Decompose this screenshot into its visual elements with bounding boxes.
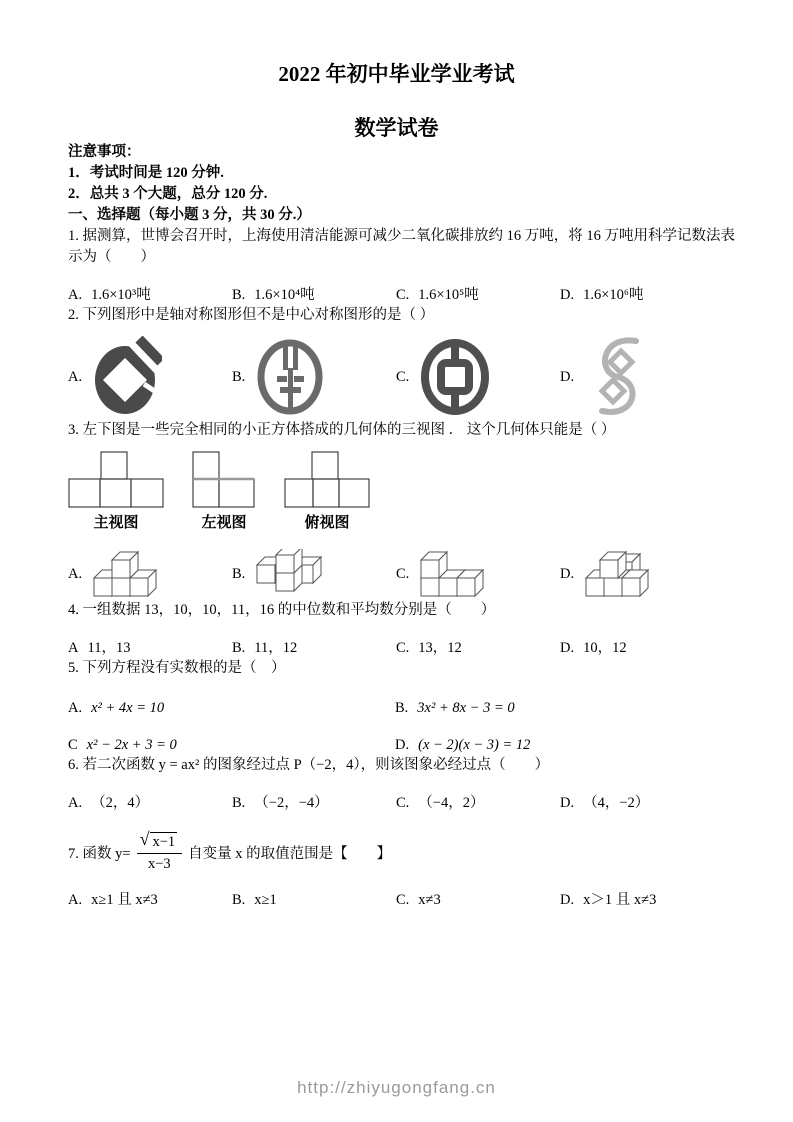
q7-option-b: B. x≥1 (232, 892, 277, 908)
q7-numerator: √ x−1 (137, 831, 183, 854)
top-view-figure (284, 451, 370, 532)
q4-option-a: A 11，13 (68, 640, 131, 656)
q1-option-c: C. 1.6×10⁵吨 (396, 287, 479, 303)
q2-option-a: A. (68, 336, 232, 418)
q7-option-a: A. x≥1 且 x≠3 (68, 892, 158, 908)
agricultural-bank-logo-icon (255, 336, 325, 418)
front-view-label: 主视图 (93, 515, 139, 531)
q6-option-c: C. （−4，2） (396, 795, 485, 811)
question-3-text: 3. 左下图是一些完全相同的小正方体搭成的几何体的三视图 ． 这个几何体只能是（ ） (68, 422, 616, 438)
question-2-options (68, 334, 749, 420)
q1-option-d: D. 1.6×10⁶吨 (560, 287, 644, 303)
note-item-1: 1．考试时间是 120 分钟. (68, 165, 224, 181)
question-6-options (68, 793, 749, 813)
question-2-text: 2. 下列图形中是轴对称图形但不是中心对称图形的是（ ） (68, 307, 435, 323)
front-view-diagram (68, 451, 164, 508)
q4-option-b: B. 11，12 (232, 640, 298, 656)
question-6-text: 6. 若二次函数 y = ax² 的图象经过点 P（−2，4），则该图象必经过点（ ） (68, 757, 550, 773)
notes-heading: 注意事项： (68, 144, 141, 160)
question-7-text (68, 831, 749, 873)
q3-option-b: B. (232, 549, 396, 599)
q2-option-b: B. (232, 336, 396, 418)
q2-option-c: C. (396, 336, 560, 418)
left-view-figure (192, 451, 256, 532)
cube-arrangement-b-icon (255, 549, 331, 599)
cube-arrangement-d-icon (584, 548, 662, 600)
q7-suffix: 自变量 x 的取值范围是【 】 (188, 845, 392, 862)
square-root-sign: √ (139, 829, 150, 849)
question-5-options-row1 (68, 698, 749, 718)
exam-header (0, 0, 793, 142)
q7-option-d: D. x＞1 且 x≠3 (560, 892, 657, 908)
exam-body (68, 142, 749, 910)
question-1-text-line1: 1. 据测算，世博会召开时，上海使用清洁能源可减少二氧化碳排放约 16 万吨，将 16 万吨用科学记数法表 (68, 228, 735, 244)
double-s-diamond-logo-icon (584, 334, 646, 420)
q5-option-d: D. (x − 2)(x − 3) = 12 (395, 737, 531, 753)
front-view-figure (68, 451, 164, 532)
q5-option-a: A. x² + 4x = 10 (68, 700, 165, 716)
three-views-figure (68, 451, 749, 532)
question-1-options (68, 285, 749, 305)
top-view-label: 俯视图 (304, 515, 350, 531)
question-1-text-line2: 示为（ ） (68, 249, 155, 265)
q6-option-d: D. （4，−2） (560, 795, 650, 811)
q5-option-c: C x² − 2x + 3 = 0 (68, 737, 177, 753)
question-4-text: 4. 一组数据 13，10，10，11，16 的中位数和平均数分别是（ ） (68, 602, 496, 618)
q7-fraction (137, 831, 183, 873)
rural-credit-bank-logo-icon (92, 336, 162, 418)
q3-option-d: D. (560, 548, 749, 600)
q4-option-d: D. 10，12 (560, 640, 627, 656)
question-3-options (68, 548, 749, 600)
q6-option-a: A. （2，4） (68, 795, 150, 811)
question-4-options (68, 638, 749, 658)
q6-option-b: B. （−2，−4） (232, 795, 329, 811)
q7-option-c: C. x≠3 (396, 892, 441, 908)
question-5-text: 5. 下列方程没有实数根的是（ ） (68, 660, 286, 676)
question-7-options (68, 890, 749, 910)
question-5-options-row2 (68, 735, 749, 755)
exam-subtitle: 数学试卷 (354, 116, 439, 140)
top-view-diagram (284, 451, 370, 508)
bank-of-china-logo-icon (419, 336, 491, 418)
exam-title: 2022 年初中毕业学业考试 (278, 62, 515, 86)
q5-option-b: B. 3x² + 8x − 3 = 0 (395, 700, 515, 716)
q1-option-b: B. 1.6×10⁴吨 (232, 287, 315, 303)
cube-arrangement-c-icon (419, 550, 493, 598)
section-heading: 一、选择题（每小题 3 分，共 30 分.） (68, 207, 311, 223)
cube-arrangement-a-icon (92, 550, 166, 598)
q3-option-c: C. (396, 550, 560, 598)
q1-option-a: A. 1.6×10³吨 (68, 287, 151, 303)
watermark-url: http://zhiyugongfang.cn (297, 1078, 496, 1097)
q2-option-d: D. (560, 334, 749, 420)
left-view-diagram (192, 451, 256, 508)
note-item-2: 2．总共 3 个大题，总分 120 分. (68, 186, 268, 202)
q3-option-a: A. (68, 550, 232, 598)
q7-prefix: 7. 函数 y= (68, 845, 131, 862)
left-view-label: 左视图 (201, 515, 247, 531)
q4-option-c: C. 13，12 (396, 640, 462, 656)
q7-denominator: x−3 (148, 856, 171, 872)
